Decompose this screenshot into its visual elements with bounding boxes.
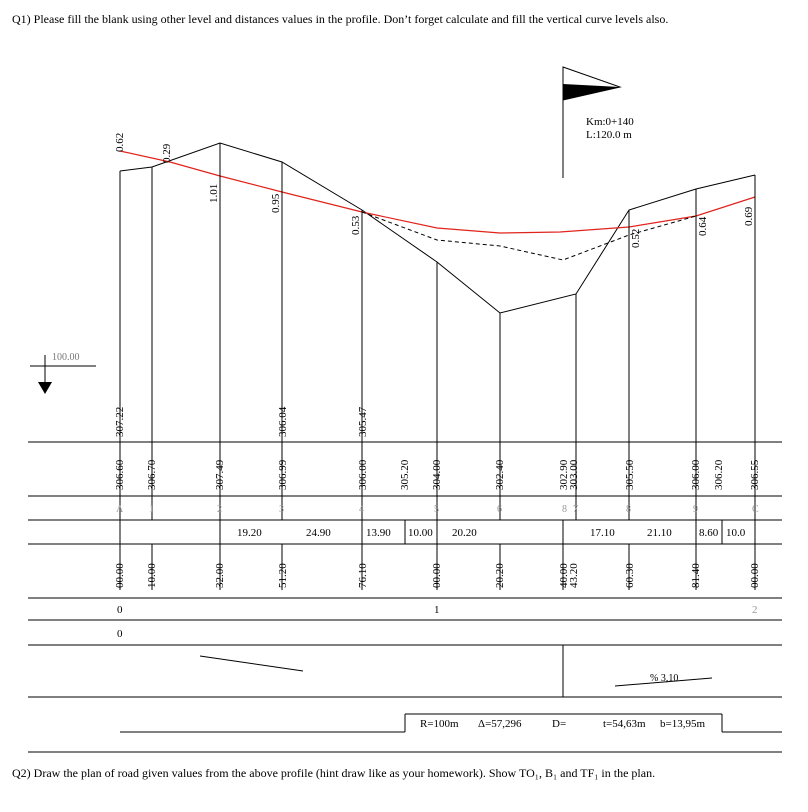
chainage: 51.20 bbox=[277, 563, 289, 588]
diff-label: 0.53 bbox=[350, 215, 362, 235]
ground-level: 303.00 bbox=[568, 459, 580, 490]
point-id: 7 bbox=[573, 504, 578, 515]
ground-level: 306.55 bbox=[749, 459, 761, 490]
partial-distance: 10.00 bbox=[408, 527, 433, 539]
diff-label: 0.62 bbox=[114, 132, 126, 152]
partial-distance: 21.10 bbox=[647, 527, 672, 539]
tangent-dashed-line bbox=[362, 212, 696, 260]
diff-label: 1.01 bbox=[208, 183, 220, 203]
point-id: C bbox=[752, 504, 759, 515]
partial-distance: 19.20 bbox=[237, 527, 262, 539]
grade-label: % 3,10 bbox=[650, 673, 679, 684]
chainage: 81.40 bbox=[690, 563, 702, 588]
diff-label: 0.29 bbox=[161, 143, 173, 163]
ground-level: 306.70 bbox=[146, 459, 158, 490]
flag-length: L:120.0 m bbox=[586, 129, 632, 141]
curve-delta: Δ=57,296 bbox=[478, 718, 522, 730]
chainage: 60.30 bbox=[624, 563, 636, 588]
ground-level: 302.40 bbox=[494, 459, 506, 490]
curve-d: D= bbox=[552, 718, 567, 730]
diff-label: 0.52 bbox=[630, 228, 642, 248]
grade-level: 307.22 bbox=[114, 406, 126, 437]
point-id: 9 bbox=[693, 504, 698, 515]
point-id: 8 bbox=[562, 504, 567, 515]
partial-distance: 20.20 bbox=[452, 527, 477, 539]
ground-level: 306.60 bbox=[114, 459, 126, 490]
chainage: 10.00 bbox=[146, 563, 158, 588]
ground-level: 306.99 bbox=[277, 459, 289, 490]
curve-radius: R=100m bbox=[420, 718, 459, 730]
datum-label: 100.00 bbox=[52, 352, 80, 363]
diff-label: 0.64 bbox=[697, 216, 709, 236]
partial-distance: 8.60 bbox=[699, 527, 719, 539]
point-id: 5 bbox=[434, 504, 439, 515]
partial-distance: 10.0 bbox=[726, 527, 746, 539]
ground-level: 304.00 bbox=[431, 459, 443, 490]
partial-distance: 13.90 bbox=[366, 527, 391, 539]
curve-t: t=54,63m bbox=[603, 718, 646, 730]
ground-level: 307.49 bbox=[214, 459, 226, 490]
chainage: 76.10 bbox=[357, 563, 369, 588]
km-mark: 1 bbox=[434, 604, 440, 616]
point-id: 1 bbox=[149, 504, 154, 515]
chainage: 00.00 bbox=[114, 563, 126, 588]
km-mark: 0 bbox=[117, 604, 123, 616]
ground-level: 302.90 bbox=[558, 459, 570, 490]
ground-level: 306.20 bbox=[713, 459, 725, 490]
ground-level: 306.00 bbox=[357, 459, 369, 490]
diff-label: 0.95 bbox=[270, 193, 282, 213]
grade-slope-symbol bbox=[200, 656, 303, 671]
chainage: 40.00 bbox=[558, 563, 570, 588]
point-id: 3 bbox=[279, 504, 284, 515]
point-id: 8 bbox=[626, 504, 631, 515]
point-id: 4 bbox=[359, 504, 364, 515]
point-id: A bbox=[116, 504, 124, 515]
ground-level: 305.50 bbox=[624, 459, 636, 490]
chainage: 32.00 bbox=[214, 563, 226, 588]
diff-label: 0.69 bbox=[743, 206, 755, 226]
chainage: 00.00 bbox=[749, 563, 761, 588]
chainage: 20.20 bbox=[494, 563, 506, 588]
ground-level: 306.00 bbox=[690, 459, 702, 490]
curve-b: b=13,95m bbox=[660, 718, 706, 730]
km-mark: 2 bbox=[752, 604, 758, 616]
row2-value: 0 bbox=[117, 628, 123, 640]
flag-km: Km:0+140 bbox=[586, 116, 634, 128]
ground-level: 305.20 bbox=[399, 459, 411, 490]
chainage: 43.20 bbox=[568, 563, 580, 588]
partial-distance: 24.90 bbox=[306, 527, 331, 539]
grade-level: 306.04 bbox=[277, 406, 289, 437]
chainage: 00.00 bbox=[431, 563, 443, 588]
question-1: Q1) Please fill the blank using other level and distances values in the profile. Don’t forget calculate and fill the vertical curve levels also. bbox=[12, 12, 669, 26]
grade-level: 305.47 bbox=[357, 406, 369, 437]
point-id: 2 bbox=[217, 504, 222, 515]
point-id: 6 bbox=[497, 504, 502, 515]
partial-distance: 17.10 bbox=[590, 527, 615, 539]
question-2: Q2) Draw the plan of road given values from the above profile (hint draw like as your homework). Show TO₁, B₁ and TF₁ in the plan. bbox=[12, 766, 656, 780]
